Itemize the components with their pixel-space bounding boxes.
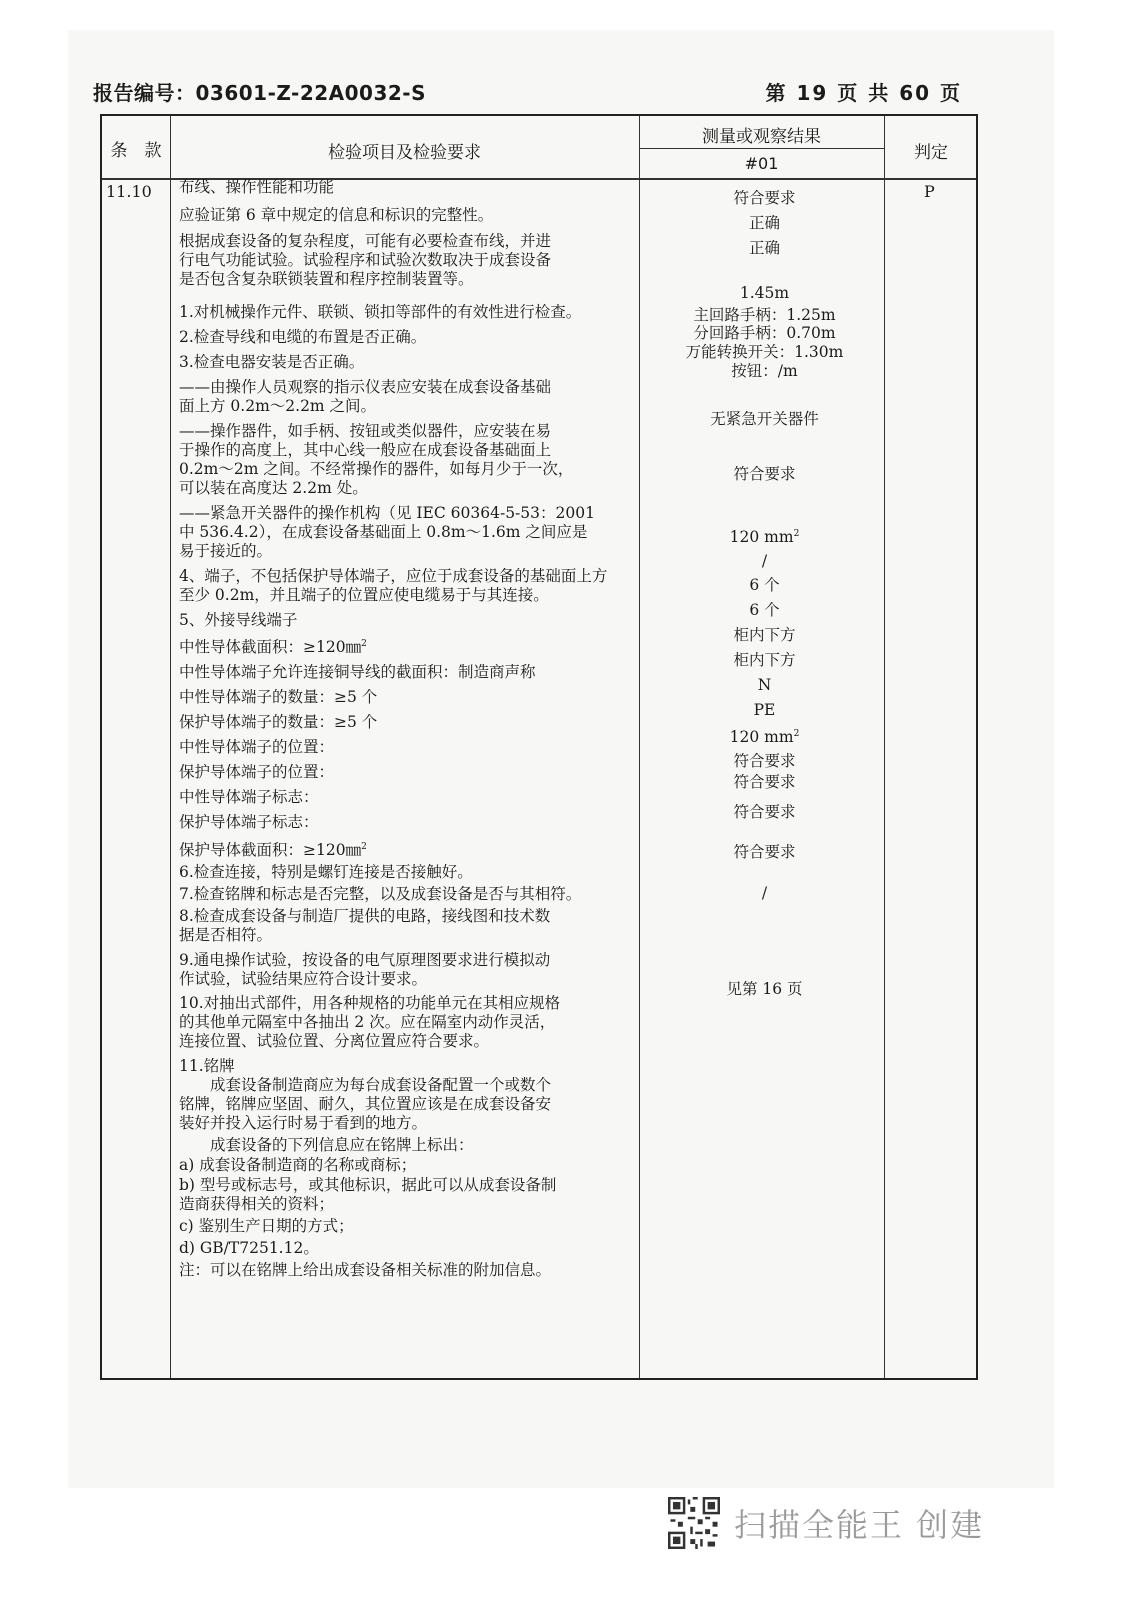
requirement-line: 4、端子，不包括保护导体端子，应位于成套设备的基础面上方 [179,567,608,585]
result-value: 6 个 [749,576,780,594]
column-divider [639,116,640,1378]
result-value: 分回路手柄：0.70m [693,324,836,342]
requirement-line: 造商获得相关的资料； [179,1195,335,1213]
requirement-line: 注：可以在铭牌上给出成套设备相关标准的附加信息。 [179,1261,552,1279]
requirement-line: b) 型号或标志号，或其他标识，据此可以从成套设备制 [179,1176,557,1194]
qr-code-icon [668,1497,720,1549]
requirement-line: 成套设备制造商应为每台成套设备配置一个或数个 [179,1076,552,1094]
requirement-line: 保护导体端子标志： [179,813,319,831]
scanner-brand-text: 扫描全能王 创建 [734,1506,985,1544]
result-value: 正确 [748,239,780,257]
result-value: 无紧急开关器件 [710,410,819,428]
result-value: / [761,552,768,570]
requirement-line: 6.检查连接，特别是螺钉连接是否接触好。 [179,863,473,881]
requirement-line: 9.通电操作试验，按设备的电气原理图要求进行模拟动 [179,951,551,969]
superscript: 2 [793,529,800,539]
result-value: 符合要求 [733,773,796,791]
superscript: 2 [361,842,367,852]
header-sample: #01 [744,154,779,173]
requirement-line: 行电气功能试验。试验程序和试验次数取决于成套设备 [179,251,552,269]
result-value: N [757,676,772,694]
inspection-table [100,114,978,1380]
requirement-line: 3.检查电器安装是否正确。 [179,353,365,371]
requirement-line: 的其他单元隔室中各抽出 2 次。应在隔室内动作灵活， [179,1013,556,1031]
header-divider [639,148,884,149]
requirement-line: 中性导体端子标志： [179,788,319,806]
result-value: 1.45m [739,284,790,302]
requirement-line: 布线、操作性能和功能 [179,178,335,196]
requirement-line: 铭牌，铭牌应坚固、耐久，其位置应该是在成套设备安 [179,1095,552,1113]
result-value: 柜内下方 [733,651,796,669]
result-value: PE [753,701,776,719]
superscript: 2 [793,729,800,739]
header-result: 测量或观察结果 [702,127,821,147]
requirement-line: 中性导体端子允许连接铜导线的截面积：制造商声称 [179,663,536,681]
result-value: 符合要求 [733,189,796,207]
requirement-line: 11.铭牌 [179,1057,235,1075]
result-value: 正确 [748,214,780,232]
header-item: 检验项目及检验要求 [328,143,481,163]
result-value: 按钮：/m [731,362,798,380]
header-verdict: 判定 [914,143,948,163]
requirement-line: 保护导体端子的位置： [179,763,335,781]
result-value: 120 $mm^2$ [729,528,800,547]
requirement-line: 中性导体端子的位置： [179,738,335,756]
requirement-line: 1.对机械操作元件、联锁、锁扣等部件的有效性进行检查。 [179,303,582,321]
requirement-line: 易于接近的。 [179,542,273,560]
requirement-line: 中性导体截面积：≥120㎜$^2$ [179,638,367,657]
result-value: 见第 16 页 [726,980,803,998]
requirement-line: 5、外接导线端子 [179,611,298,629]
result-value: 6 个 [749,601,780,619]
requirement-line: 中性导体端子的数量：≥5 个 [179,688,378,706]
requirement-line: 0.2m～2m 之间。不经常操作的器件，如每月少于一次， [179,460,574,478]
verdict-value: P [924,182,935,201]
requirement-line: c) 鉴别生产日期的方式； [179,1217,354,1235]
result-value: 主回路手柄：1.25m [693,306,836,324]
result-value: 万能转换开关：1.30m [685,343,844,361]
result-value: 符合要求 [733,843,796,861]
result-value: 120 $mm^2$ [729,728,800,747]
requirement-line: 装好并投入运行时易于看到的地方。 [179,1114,428,1132]
requirement-line: 作试验，试验结果应符合设计要求。 [179,970,428,988]
report-number: 报告编号：03601-Z-22A0032-S [93,81,427,105]
requirement-line: 是否包含复杂联锁装置和程序控制装置等。 [179,270,474,288]
requirement-line: 7.检查铭牌和标志是否完整，以及成套设备是否与其相符。 [179,885,582,903]
requirement-line: d) GB/T7251.12。 [179,1239,319,1257]
requirement-line: a) 成套设备制造商的名称或商标； [179,1156,417,1174]
column-divider [170,116,171,1378]
requirement-line: 于操作的高度上，其中心线一般应在成套设备基础面上 [179,441,552,459]
requirement-line: 应验证第 6 章中规定的信息和标识的完整性。 [179,206,494,224]
requirement-line: 2.检查导线和电缆的布置是否正确。 [179,328,427,346]
clause-number: 11.10 [106,182,152,201]
requirement-line: 据是否相符。 [179,926,273,944]
requirement-line: 至少 0.2m，并且端子的位置应使电缆易于与其连接。 [179,586,549,604]
requirement-line: 根据成套设备的复杂程度，可能有必要检查布线，并进 [179,232,552,250]
requirement-line: 中 536.4.2），在成套设备基础面上 0.8m～1.6m 之间应是 [179,523,588,541]
result-value: 柜内下方 [733,626,796,644]
requirement-line: 8.检查成套设备与制造厂提供的电路，接线图和技术数 [179,907,551,925]
requirement-line: 10.对抽出式部件，用各种规格的功能单元在其相应规格 [179,994,561,1012]
requirement-line: 保护导体端子的数量：≥5 个 [179,713,378,731]
superscript: 2 [361,639,367,649]
result-value: 符合要求 [733,465,796,483]
requirement-line: 连接位置、试验位置、分离位置应符合要求。 [179,1032,490,1050]
requirement-line: ——紧急开关器件的操作机构（见 IEC 60364-5-53：2001 [179,504,595,522]
requirement-line: ——操作器件，如手柄、按钮或类似器件，应安装在易 [179,422,552,440]
result-value: 符合要求 [733,752,796,770]
page-indicator: 第 19 页 共 60 页 [765,81,962,105]
result-value: / [761,884,768,902]
header-clause: 条 款 [110,141,162,161]
scanner-watermark [668,1498,984,1548]
requirement-line: 面上方 0.2m～2.2m 之间。 [179,397,377,415]
requirement-line: ——由操作人员观察的指示仪表应安装在成套设备基础 [179,378,552,396]
requirement-line: 可以装在高度达 2.2m 处。 [179,479,368,497]
result-value: 符合要求 [733,803,796,821]
requirement-line: 成套设备的下列信息应在铭牌上标出： [179,1136,474,1154]
requirement-line: 保护导体截面积：≥120㎜$^2$ [179,841,367,860]
